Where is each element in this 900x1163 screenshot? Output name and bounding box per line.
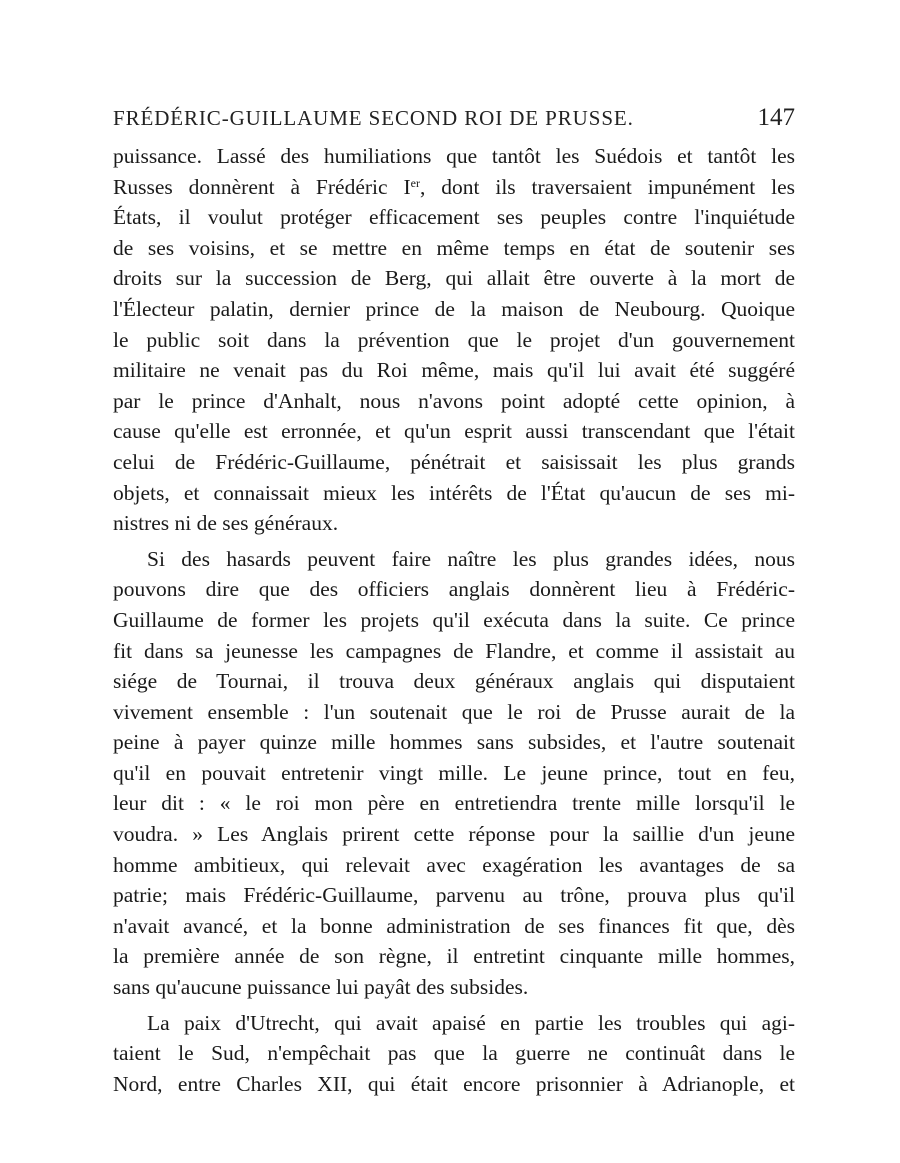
paragraph-2 <box>113 544 795 1003</box>
text-line: États, il voulut protéger efficacement ses peuples contre l'inquiétude <box>113 205 795 230</box>
text-line: Si des hasards peuvent faire naître les plus grandes idées, nous <box>147 546 795 571</box>
text-line: qu'il en pouvait entretenir vingt mille. Le jeune prince, tout en feu, <box>113 760 795 785</box>
text-line: leur dit : « le roi mon père en entretiendra trente mille lorsqu'il le <box>113 791 795 816</box>
text-line: Guillaume de former les projets qu'il exécuta dans la suite. Ce prince <box>113 607 795 632</box>
text-line: celui de Frédéric-Guillaume, pénétrait et saisissait les plus grands <box>113 449 795 474</box>
text-line: pouvons dire que des officiers anglais donnèrent lieu à Frédéric- <box>113 577 795 602</box>
superscript: er <box>410 175 420 190</box>
text-line: nistres ni de ses généraux. <box>113 511 339 536</box>
text-fragment: , dont ils traversaient impunément les <box>419 174 795 199</box>
paragraph-3 <box>113 1008 795 1100</box>
paragraph-1 <box>113 141 795 539</box>
text-line: l'Électeur palatin, dernier prince de la maison de Neubourg. Quoique <box>113 296 795 321</box>
text-line: de ses voisins, et se mettre en même temps en état de soutenir ses <box>113 235 795 260</box>
text-line: homme ambitieux, qui relevait avec exagération les avantages de sa <box>113 852 795 877</box>
text-line: vivement ensemble : l'un soutenait que le roi de Prusse aurait de la <box>113 699 795 724</box>
text-line: La paix d'Utrecht, qui avait apaisé en partie les troubles qui agi- <box>147 1010 795 1035</box>
text-line: sans qu'aucune puissance lui payât des subsides. <box>113 975 529 1000</box>
text-line <box>113 172 795 203</box>
text-line: siége de Tournai, il trouva deux généraux anglais qui disputaient <box>113 669 795 694</box>
text-line: par le prince d'Anhalt, nous n'avons point adopté cette opinion, à <box>113 388 795 413</box>
text-line: objets, et connaissait mieux les intérêts de l'État qu'aucun de ses mi- <box>113 480 795 505</box>
text-line: patrie; mais Frédéric-Guillaume, parvenu au trône, prouva plus qu'il <box>113 883 795 908</box>
text-line: la première année de son règne, il entretint cinquante mille hommes, <box>113 944 795 969</box>
text-line: le public soit dans la prévention que le projet d'un gouvernement <box>113 327 795 352</box>
text-line: cause qu'elle est erronnée, et qu'un esprit aussi transcendant que l'était <box>113 419 795 444</box>
text-line: n'avait avancé, et la bonne administration de ses finances fit que, dès <box>113 913 795 938</box>
text-line: peine à payer quinze mille hommes sans subsides, et l'autre soutenait <box>113 730 795 755</box>
text-line: militaire ne venait pas du Roi même, mais qu'il lui avait été suggéré <box>113 358 795 383</box>
text-line: droits sur la succession de Berg, qui allait être ouverte à la mort de <box>113 266 795 291</box>
body-text <box>113 141 795 1099</box>
text-line: fit dans sa jeunesse les campagnes de Flandre, et comme il assistait au <box>113 638 795 663</box>
text-fragment: Russes donnèrent à Frédéric I <box>113 174 411 199</box>
text-line: taient le Sud, n'empêchait pas que la guerre ne continuât dans le <box>113 1041 795 1066</box>
running-title: FRÉDÉRIC-GUILLAUME SECOND ROI DE PRUSSE. <box>113 106 634 130</box>
running-header <box>113 104 795 132</box>
page-number: 147 <box>757 104 795 131</box>
text-line: puissance. Lassé des humiliations que tantôt les Suédois et tantôt les <box>113 144 795 168</box>
text-line: Nord, entre Charles XII, qui était encore prisonnier à Adrianople, et <box>113 1071 795 1096</box>
text-line: voudra. » Les Anglais prirent cette réponse pour la saillie d'un jeune <box>113 822 795 847</box>
